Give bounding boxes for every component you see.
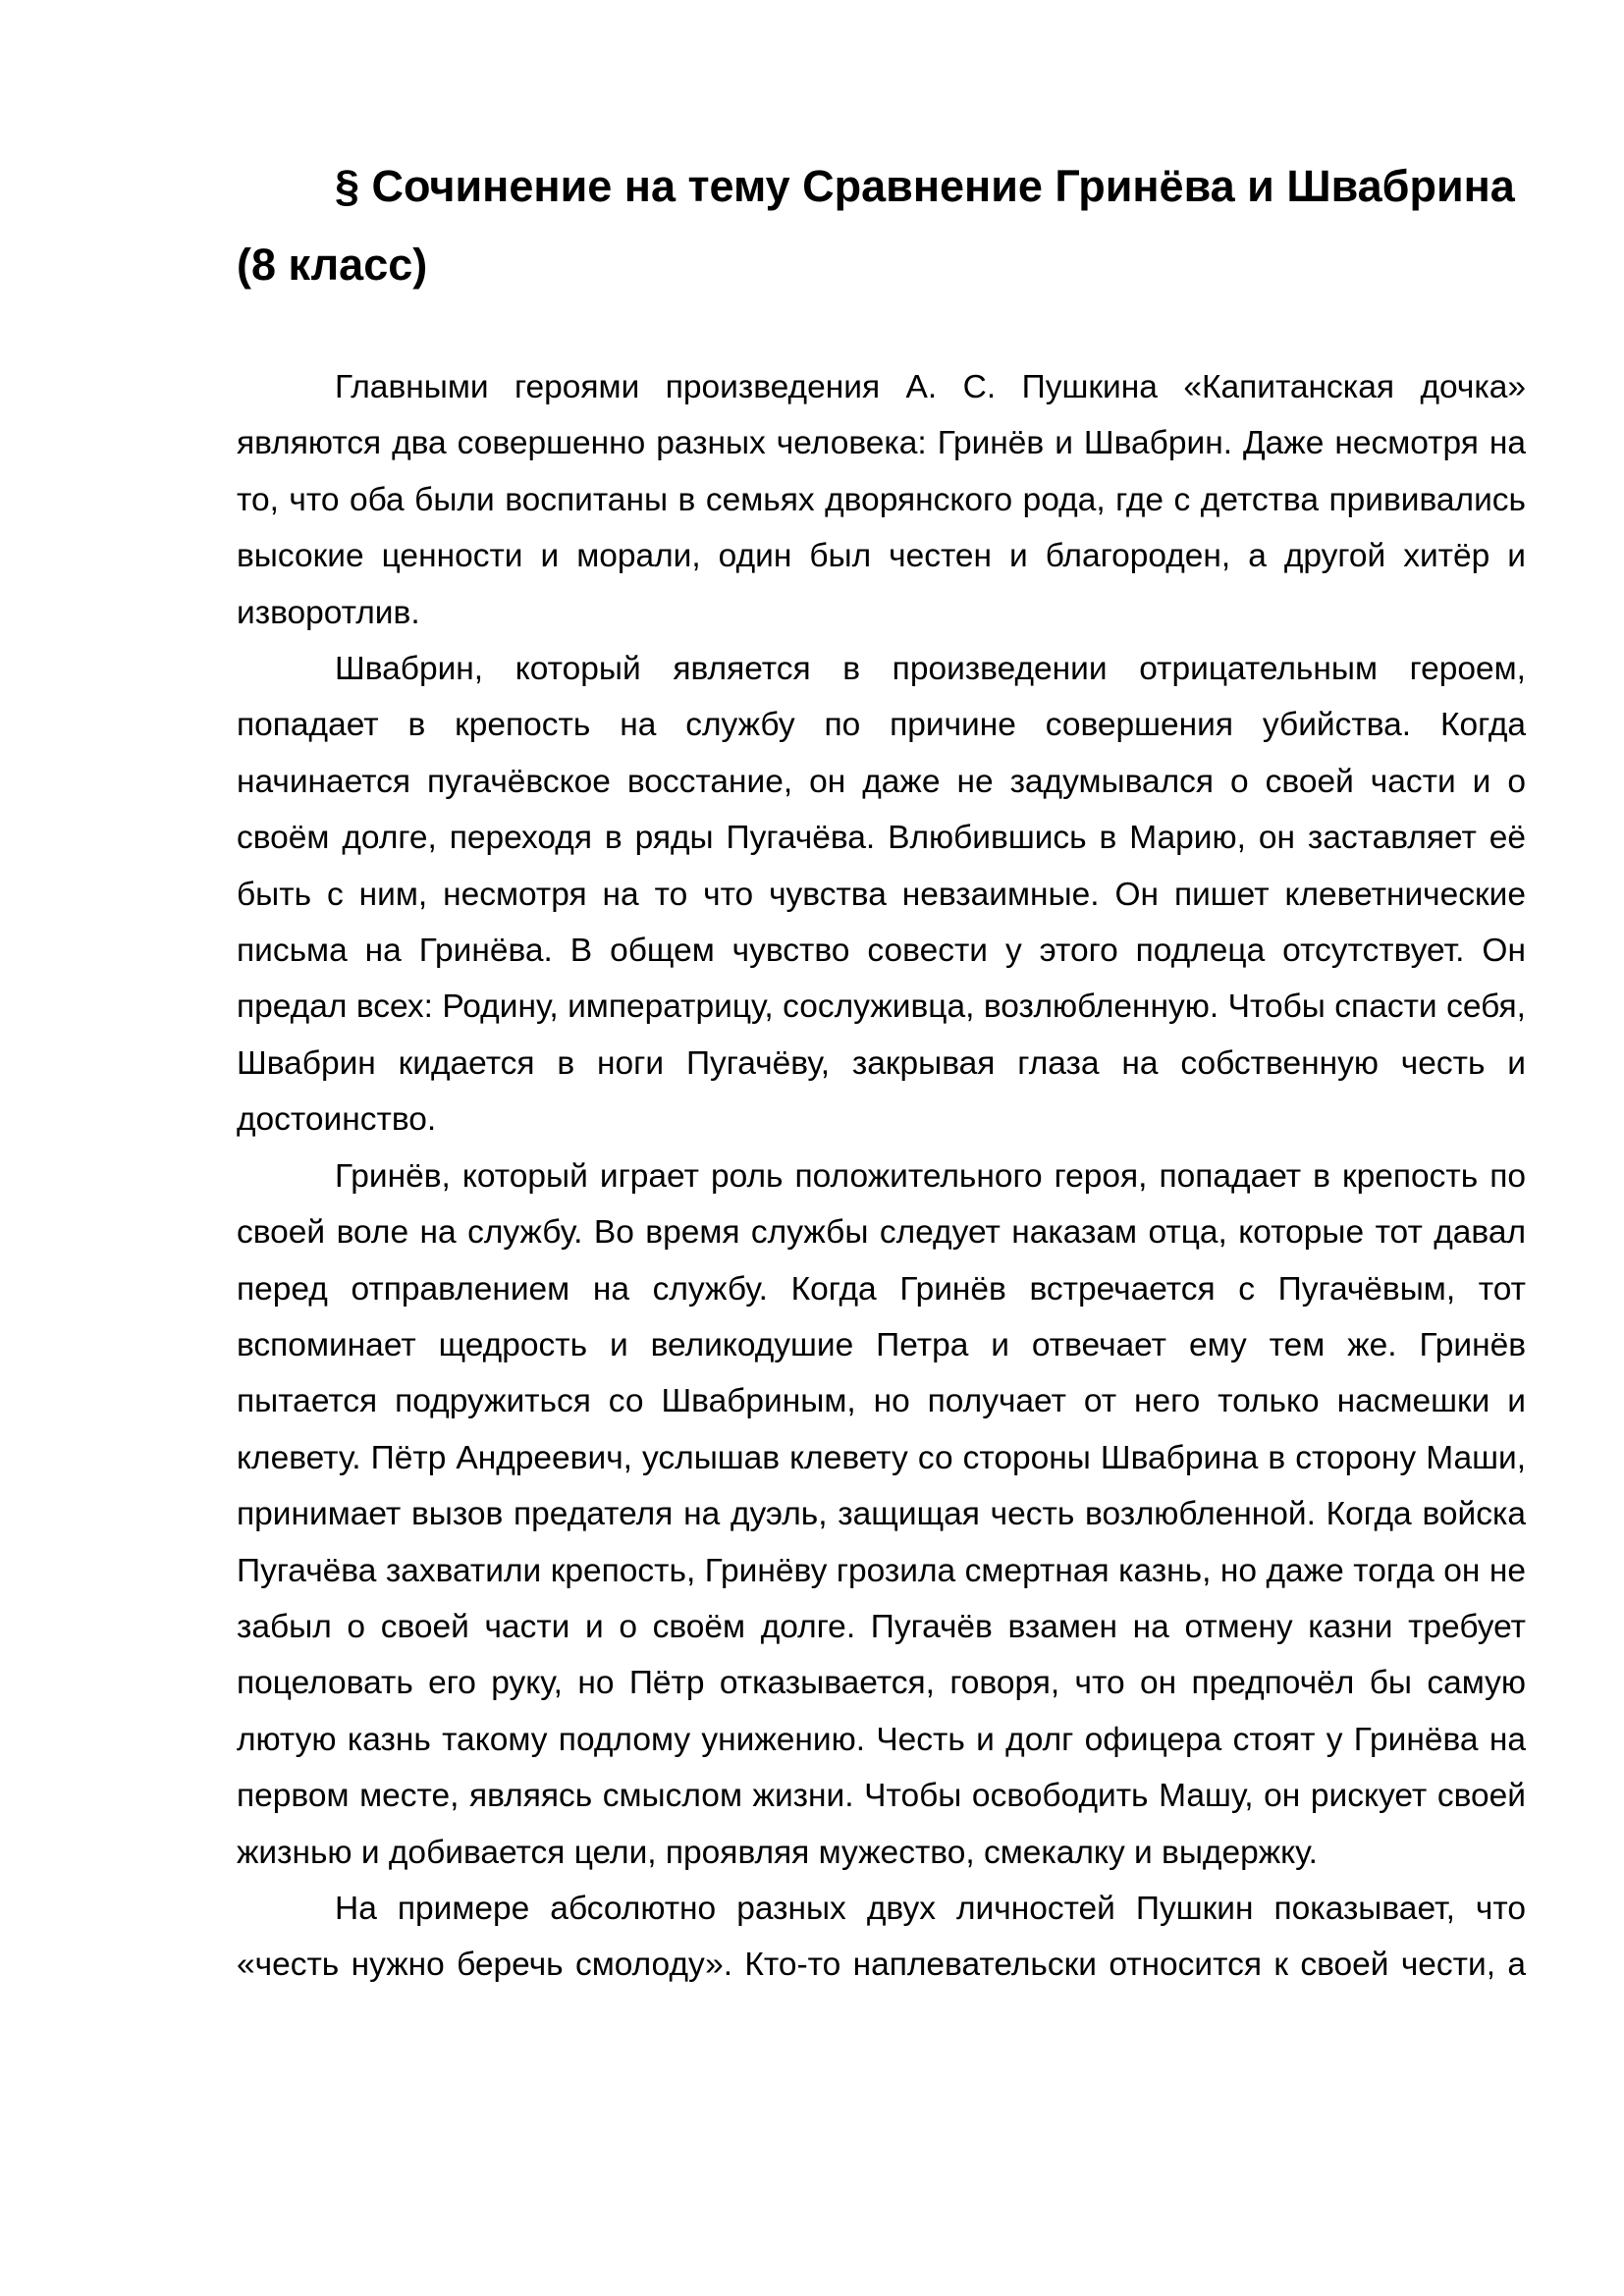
- paragraph-2: Швабрин, который является в произведении отрицательным героем, попадает в крепость на службу по причине совершения убийства. Когда начинается пугачёвское восстание, он даже не задумывался о своей части и о своём долге, переходя в ряды Пугачёва. Влюбившись в Марию, он заставляет её быть с ним, несмотря на то что чувства невзаимные. Он пишет клеветнические письма на Гринёва. В общем чувство совести у этого подлеца отсутствует. Он предал всех: Родину, императрицу, сослуживца, возлюбленную. Чтобы спасти себя, Швабрин кидается в ноги Пугачёву, закрывая глаза на собственную честь и достоинство.: [237, 651, 1526, 1139]
- document-body: [237, 359, 1526, 1994]
- paragraph-3: Гринёв, который играет роль положительного героя, попадает в крепость по своей воле на службу. Во время службы следует наказам отца, которые тот давал перед отправлением на службу. Когда Гринёв встречается с Пугачёвым, тот вспоминает щедрость и великодушие Петра и отвечает ему тем же. Гринёв пытается подружиться со Швабриным, но получает от него только насмешки и клевету. Пётр Андреевич, услышав клевету со стороны Швабрина в сторону Маши, принимает вызов предателя на дуэль, защищая честь возлюбленной. Когда войска Пугачёва захватили крепость, Гринёву грозила смертная казнь, но даже тогда он не забыл о своей части и о своём долге. Пугачёв взамен на отмену казни требует поцеловать его руку, но Пётр отказывается, говоря, что он предпочёл бы самую лютую казнь такому подлому унижению. Честь и долг офицера стоят у Гринёва на первом месте, являясь смыслом жизни. Чтобы освободить Машу, он рискует своей жизнью и добивается цели, проявляя мужество, смекалку и выдержку.: [237, 1157, 1526, 1871]
- document-title: § Сочинение на тему Сравнение Гринёва и Швабрина (8 класс): [237, 161, 1515, 290]
- paragraph-4: На примере абсолютно разных двух личностей Пушкин показывает, что «честь нужно беречь смолоду». Кто-то наплевательски относится к своей чести, а: [237, 1890, 1526, 1984]
- paragraph-1: Главными героями произведения А. С. Пушкина «Капитанская дочка» являются два совершенно разных человека: Гринёв и Швабрин. Даже несмотря на то, что оба были воспитаны в семьях дворянского рода, где с детства прививались высокие ценности и морали, один был честен и благороден, а другой хитёр и изворотлив.: [237, 369, 1526, 631]
